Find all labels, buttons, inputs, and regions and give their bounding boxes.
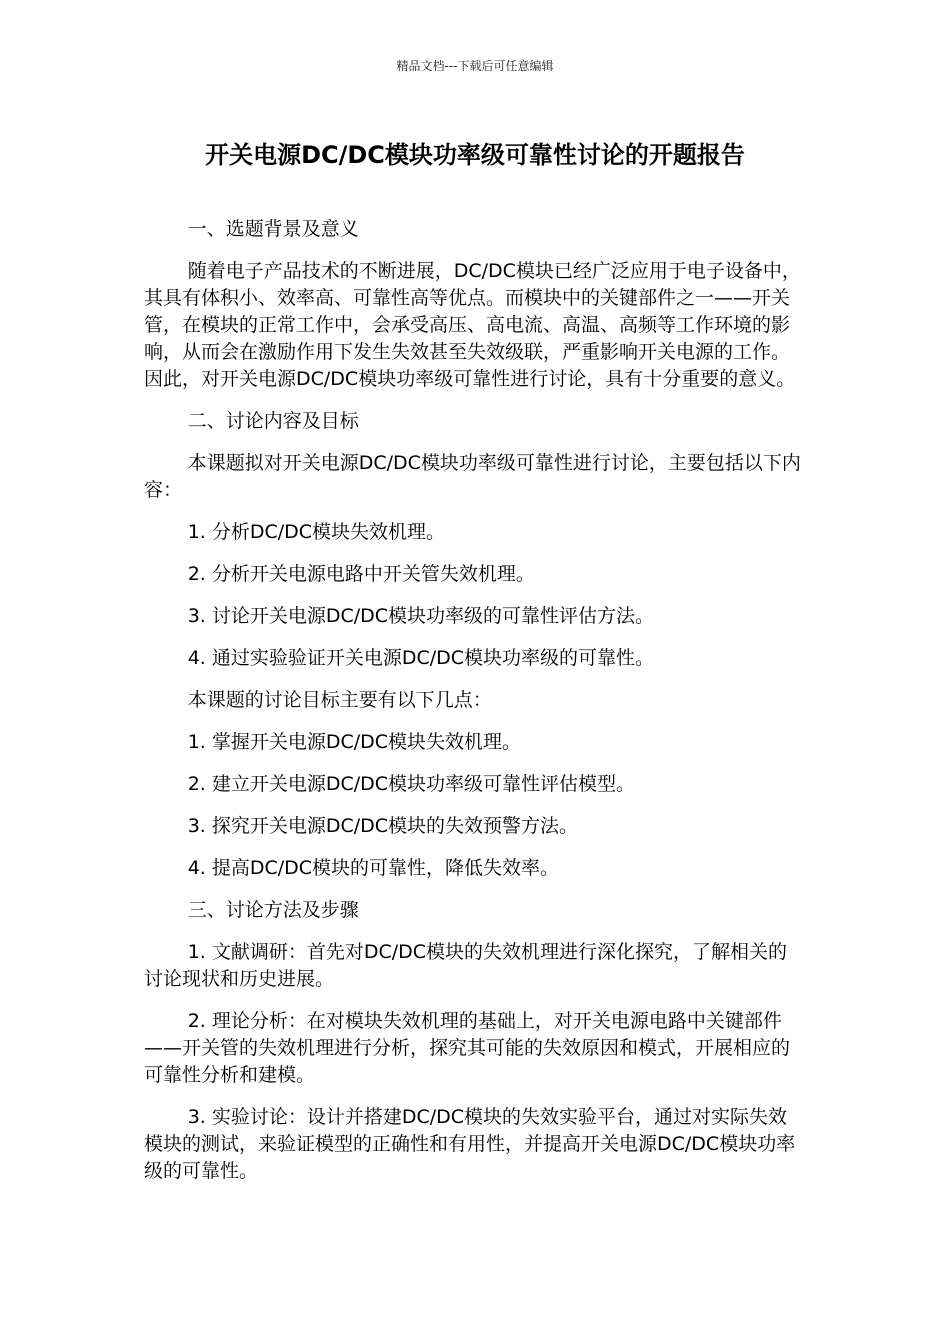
content-item-4: 4. 通过实验验证开关电源DC/DC模块功率级的可靠性。 <box>187 647 655 669</box>
document-body <box>144 216 806 1200</box>
goal-item-4: 4. 提高DC/DC模块的可靠性，降低失效率。 <box>187 857 560 879</box>
page-header: 精品文档---下载后可任意编辑 <box>396 59 554 73</box>
content-item-1: 1. 分析DC/DC模块失效机理。 <box>187 521 446 543</box>
section-heading-methods: 三、讨论方法及步骤 <box>187 899 359 921</box>
paragraph-goals-intro: 本课题的讨论目标主要有以下几点： <box>187 689 492 711</box>
method-item-2: 2. 理论分析：在对模块失效机理的基础上，对开关电源电路中关键部件——开关管的失效机理进行分析，探究其可能的失效原因和模式，开展相应的可靠性分析和建模。 <box>144 1010 791 1086</box>
goal-item-2: 2. 建立开关电源DC/DC模块功率级可靠性评估模型。 <box>187 773 636 795</box>
content-item-3: 3. 讨论开关电源DC/DC模块功率级的可靠性评估方法。 <box>187 605 655 627</box>
section-heading-content-goals: 二、讨论内容及目标 <box>187 410 359 432</box>
content-item-2: 2. 分析开关电源电路中开关管失效机理。 <box>187 563 535 585</box>
method-item-1: 1. 文献调研：首先对DC/DC模块的失效机理进行深化探究，了解相关的讨论现状和历史进展。 <box>144 941 788 990</box>
goal-item-1: 1. 掌握开关电源DC/DC模块失效机理。 <box>187 731 522 753</box>
section-heading-background: 一、选题背景及意义 <box>187 218 359 240</box>
goal-item-3: 3. 探究开关电源DC/DC模块的失效预警方法。 <box>187 815 579 837</box>
method-item-3: 3. 实验讨论：设计并搭建DC/DC模块的失效实验平台，通过对实际失效模块的测试，来验证模型的正确性和有用性，并提高开关电源DC/DC模块功率级的可靠性。 <box>144 1106 796 1182</box>
paragraph-background: 随着电子产品技术的不断进展，DC/DC模块已经广泛应用于电子设备中，其具有体积小、效率高、可靠性高等优点。而模块中的关键部件之一——开关管，在模块的正常工作中，会承受高压、高电流、高温、高频等工作环境的影响，从而会在激励作用下发生失效甚至失效级联，严重影响开关电源的工作。因此，对开关电源DC/DC模块功率级可靠性进行讨论，具有十分重要的意义。 <box>144 260 801 390</box>
document-title: 开关电源DC/DC模块功率级可靠性讨论的开题报告 <box>205 141 745 169</box>
paragraph-content-intro: 本课题拟对开关电源DC/DC模块功率级可靠性进行讨论，主要包括以下内容： <box>144 452 801 501</box>
